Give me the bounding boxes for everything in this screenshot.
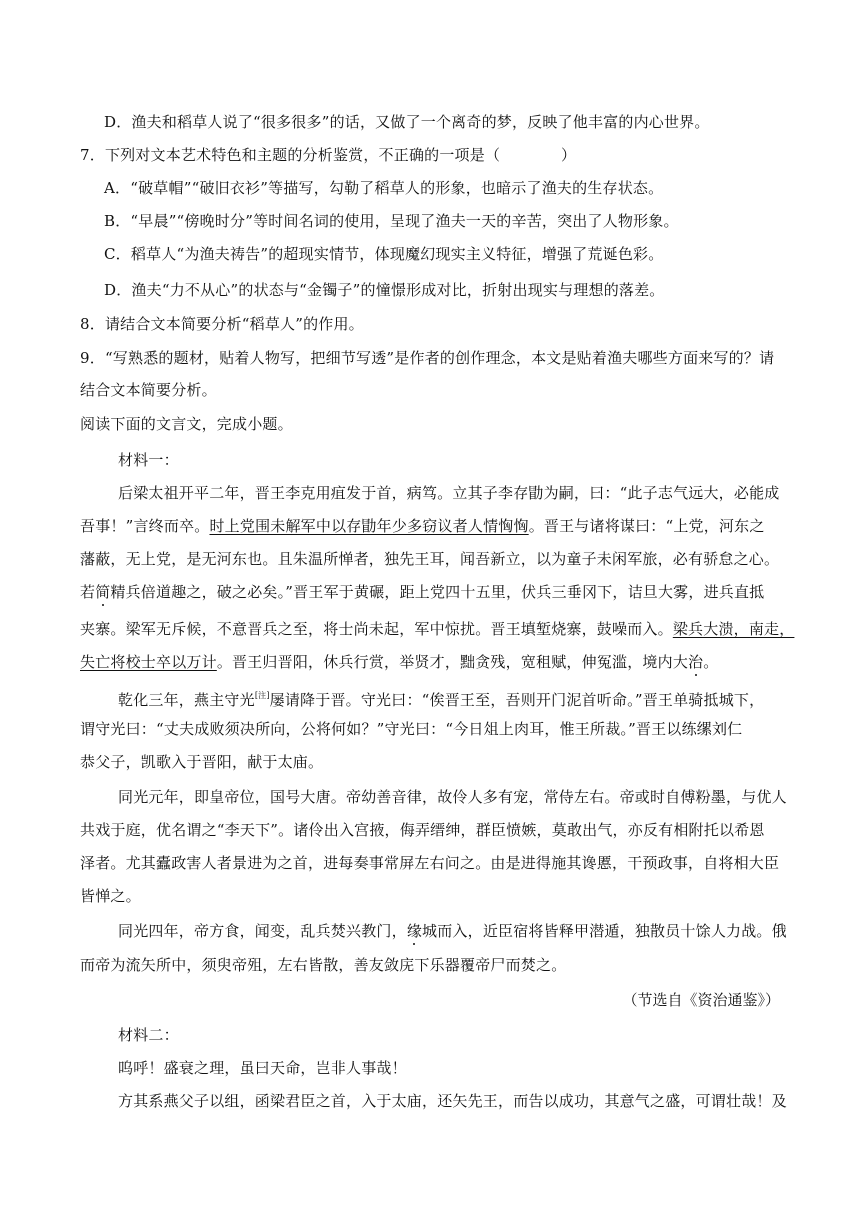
material1-p3-line2: 共戏于庭，优名谓之“李天下”。诸伶出入宫掖，侮弄缙绅，群臣愤嫉，莫敢出气，亦反有相附托以希恩 (80, 821, 765, 839)
text-segment: 乾化三年，燕主守光 (118, 691, 255, 709)
q7-option-b: B．“早晨”“傍晚时分”等时间名词的使用，呈现了渔夫一天的辛苦，突出了人物形象。 (104, 212, 679, 230)
material1-label: 材料一： (118, 451, 179, 469)
material1-p1-line6 (80, 652, 718, 672)
text-segment: 。晋王与诸将谋曰：“上党，河东之 (528, 517, 765, 535)
material1-p2-line3: 恭父子，凯歌入于晋阳，献于太庙。 (80, 753, 324, 771)
q7-option-d: D．渔夫“力不从心”的状态与“金镯子”的憧憬形成对比，折射出现实与理想的落差。 (104, 281, 665, 299)
q9-stem-line2: 结合文本简要分析。 (80, 381, 217, 399)
material1-p1-line2 (80, 516, 765, 536)
text-segment: 屡请降于晋。守光曰：“俟晋王至，吾则开门泥首听命。”晋王单骑抵城下， (269, 691, 765, 709)
material1-p1-line3: 藩蔽，无上党，是无河东也。且朱温所惮者，独先王耳，闻吾新立，以为童子未闲军旅，必有骄怠之心。 (80, 550, 780, 568)
dotted-character: 治 (688, 653, 704, 671)
material2-p1: 呜呼！盛衰之理，虽曰天命，岂非人事哉！ (118, 1059, 407, 1077)
q7-option-c: C．稻草人“为渔夫祷告”的超现实情节，体现魔幻现实主义特征，增强了荒诞色彩。 (104, 245, 664, 263)
material2-p2-line1: 方其系燕父子以组，函梁君臣之首，入于太庙，还矢先王，而告以成功，其意气之盛，可谓壮哉！及 (118, 1092, 787, 1110)
text-segment: 夹寨。梁军无斥候，不意晋兵之至，将士尚未起，军中惊扰。晋王填堑烧寨，鼓噪而入。 (80, 620, 673, 638)
underlined-sentence: 时上党围未解军中以存勖年少多窃议者人情恟恟 (209, 517, 529, 535)
material2-label: 材料二： (118, 1026, 179, 1044)
text-segment: 若 (80, 583, 96, 601)
source-citation: （节选自《资治通鉴》） (622, 991, 780, 1009)
dotted-character: 简 (95, 583, 111, 601)
q7-stem: 7．下列对文本艺术特色和主题的分析鉴赏，不正确的一项是（ ） (80, 146, 577, 164)
text-segment: 。晋王归晋阳，休兵行赏，举贤才，黜贪残，宽租赋，伸冤滥，境内大 (216, 653, 689, 671)
material1-p3-line3: 泽者。尤其蠹政害人者景进为之首，进每奏事常屏左右问之。由是进得施其谗慝，干预政事，自将相大臣 (80, 854, 780, 872)
text-segment: 吾事！”言终而卒。 (80, 517, 210, 535)
q6-option-d: D．渔夫和稻草人说了“很多很多”的话，又做了一个离奇的梦，反映了他丰富的内心世界。 (104, 113, 710, 131)
material1-p2-line1 (118, 686, 764, 710)
underlined-sentence: 失亡将校士卒以万计 (80, 653, 217, 671)
dotted-character: 缘 (406, 922, 423, 940)
material1-p3-line4: 皆惮之。 (80, 887, 141, 905)
material1-p4-line1 (118, 921, 787, 941)
material1-p1-line1: 后梁太祖开平二年，晋王李克用疽发于首，病笃。立其子李存勖为嗣，曰：“此子志气远大，必能成 (118, 484, 780, 502)
text-segment: 同光四年，帝方食，闻变，乱兵焚兴教门， (118, 922, 407, 940)
q8-stem: 8．请结合文本简要分析“稻草人”的作用。 (80, 315, 364, 333)
reading-intro: 阅读下面的文言文，完成小题。 (80, 415, 293, 433)
footnote-marker: [注] (254, 691, 270, 700)
material1-p4-line2: 而帝为流矢所中，须臾帝殂，左右皆散，善友敛庑下乐器覆帝尸而焚之。 (80, 956, 567, 974)
material1-p2-line2: 谓守光曰：“丈夫成败须决所向，公将何如？”守光曰：“今日俎上肉耳，惟王所裁。”晋王以练缧刘仁 (80, 720, 743, 738)
underlined-sentence: 梁兵大溃，南走， (672, 620, 795, 638)
text-segment: 城而入，近臣宿将皆释甲潜遁，独散员十馀人力战。俄 (422, 922, 787, 940)
text-segment: 精兵倍道趣之，破之必矣。”晋王军于黄碾，距上党四十五里，伏兵三垂冈下，诘旦大雾，进兵直抵 (110, 583, 765, 601)
material1-p1-line5 (80, 619, 794, 639)
material1-p3-line1: 同光元年，即皇帝位，国号大唐。帝幼善音律，故伶人多有宠，常侍左右。帝或时自傅粉墨，与优人 (118, 788, 787, 806)
q7-option-a: A．“破草帽”“破旧衣衫”等描写，勾勒了稻草人的形象，也暗示了渔夫的生存状态。 (104, 179, 664, 197)
material1-p1-line4 (80, 582, 764, 602)
q9-stem-line1: 9．“写熟悉的题材，贴着人物写，把细节写透”是作者的创作理念，本文是贴着渔夫哪些方面来写的？请 (80, 349, 775, 367)
text-segment: 。 (703, 653, 719, 671)
